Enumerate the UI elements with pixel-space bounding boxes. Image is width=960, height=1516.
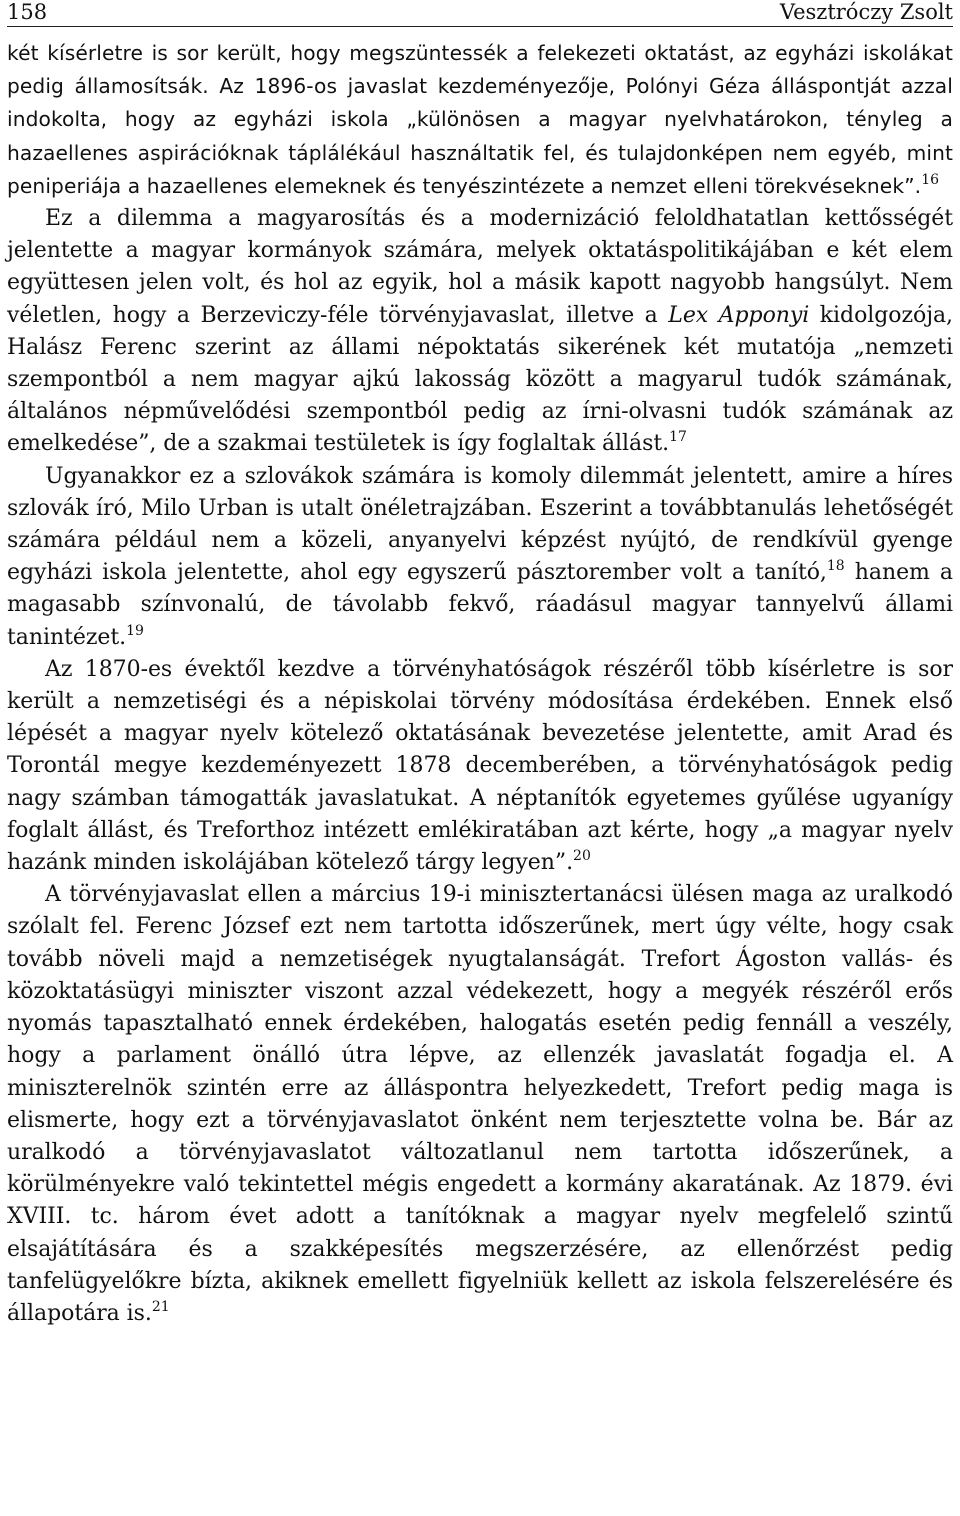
paragraph-5 — [7, 879, 953, 1330]
footnote-ref-16: 16 — [921, 171, 940, 188]
paragraph-5-text: A törvényjavaslat ellen a március 19-i minisztertanácsi ülésen maga az uralkodó szólalt fel. Ferenc József ezt nem tartotta időszerűnek, mert úgy vélte, hogy csak tovább növeli majd a nemzetiségek nyugtalanságát. Trefort Ágoston vallás- és közoktatásügyi miniszter viszont azzal védekezett, hogy a megyék részéről erős nyomás tapasztalható ennek érdekében, halogatás esetén pedig fennáll a veszély, hogy a parlament önálló útra lépve, az ellenzék javaslatát fogadja el. A miniszterelnök szintén erre az álláspontra helyezkedett, Trefort pedig maga is elismerte, hogy ezt a törvényjavaslatot önként nem terjesztette volna be. Bár az uralkodó a törvényjavaslatot változatlanul nem tartotta időszerűnek, a körülményekre való tekintettel mégis engedett a kormány akaratának. Az 1879. évi XVIII. tc. három évet adott a tanítóknak a magyar nyelv megfelelő szintű elsajátítására és a szakképesítés megszerzésére, az ellenőrzést pedig tanfelügyelőkre bízta, akiknek emellett figyelniük kellett az iskola felszerelésére és állapotára is. — [7, 882, 953, 1326]
paragraph-2-text-a: Ez a dilemma a magyarosítás és a modernizáció feloldhatatlan kettősségét jelentette a magyar kormányok számára, melyek oktatáspolitikájában e két elem együttesen jelen volt, és hol az egyik, hol a másik kapott nagyobb hangsúlyt. Nem véletlen, hogy a Berzeviczy-féle törvényjavaslat, illetve a — [7, 206, 953, 328]
paragraph-3 — [7, 461, 953, 654]
paragraph-3-text-b: hanem a magasabb színvonalú, de távolabb fekvő, ráadásul magyar tannyelvű állami tanintézet. — [7, 560, 954, 650]
paragraph-1 — [7, 37, 953, 203]
footnote-ref-19: 19 — [126, 622, 144, 639]
paragraph-2 — [7, 203, 953, 461]
footnote-ref-20: 20 — [573, 848, 591, 865]
running-head — [7, 0, 953, 27]
paragraph-3-text-a: Ugyanakkor ez a szlovákok számára is komoly dilemmát jelentett, amire a híres szlovák író, Milo Urban is utalt önéletrajzában. Eszerint a továbbtanulás lehetőségét számára például nem a közeli, anyanyelvi képzést nyújtó, de rendkívül gyenge egyházi iskola jelentette, ahol egy egyszerű pásztorember volt a tanító, — [7, 463, 953, 586]
footnote-ref-21: 21 — [151, 1298, 170, 1315]
page-number: 158 — [7, 0, 48, 24]
footnote-ref-18: 18 — [826, 558, 845, 575]
paragraph-1-text: két kísérletre is sor került, hogy megszüntessék a felekezeti oktatást, az egyházi iskolákat pedig államosítsák. Az 1896-os javaslat kezdeményezője, Polónyi Géza álláspontját azzal indokolta, hogy az egyházi iskola „különösen a magyar nyelvhatárokon, tényleg a hazaellenes aspirációknak táplálékául használtatik fel, és tulajdonképen nem egyéb, mint peniperiája a hazaellenes elemeknek és tenyészintézete a nemzet elleni törekvéseknek”. — [7, 41, 953, 198]
paragraph-4-text: Az 1870-es évektől kezdve a törvényhatóságok részéről több kísérletre is sor került a nemzetiségi és a népiskolai törvény módosítása érdekében. Ennek első lépését a magyar nyelv kötelező oktatásának bevezetése jelentette, amit Arad és Torontál megye kezdeményezett 1878 decemberében, a törvényhatóságok pedig nagy számban támogatták javaslatukat. A néptanítók egyetemes gyűlése ugyanígy foglalt állást, és Treforthoz intézett emlékiratában azt kérte, hogy „a magyar nyelv hazánk minden iskolájában kötelező tárgy legyen”. — [7, 656, 953, 876]
running-head-author: Vesztróczy Zsolt — [779, 0, 953, 24]
body-text — [7, 37, 953, 1330]
paragraph-4 — [7, 654, 953, 879]
footnote-ref-17: 17 — [669, 429, 687, 446]
paragraph-2-text-b: kidolgozója, Halász Ferenc szerint az állami népoktatás sikerének két mutatója „nemzeti szempontból a nem magyar ajkú lakosság között a magyarul tudók számának, általános népművelődési szempontból pedig az írni-olvasni tudók számának az emelkedése”, de a szakmai testületek is így foglaltak állást. — [7, 302, 953, 457]
paragraph-2-italic: Lex Apponyi — [668, 302, 810, 328]
